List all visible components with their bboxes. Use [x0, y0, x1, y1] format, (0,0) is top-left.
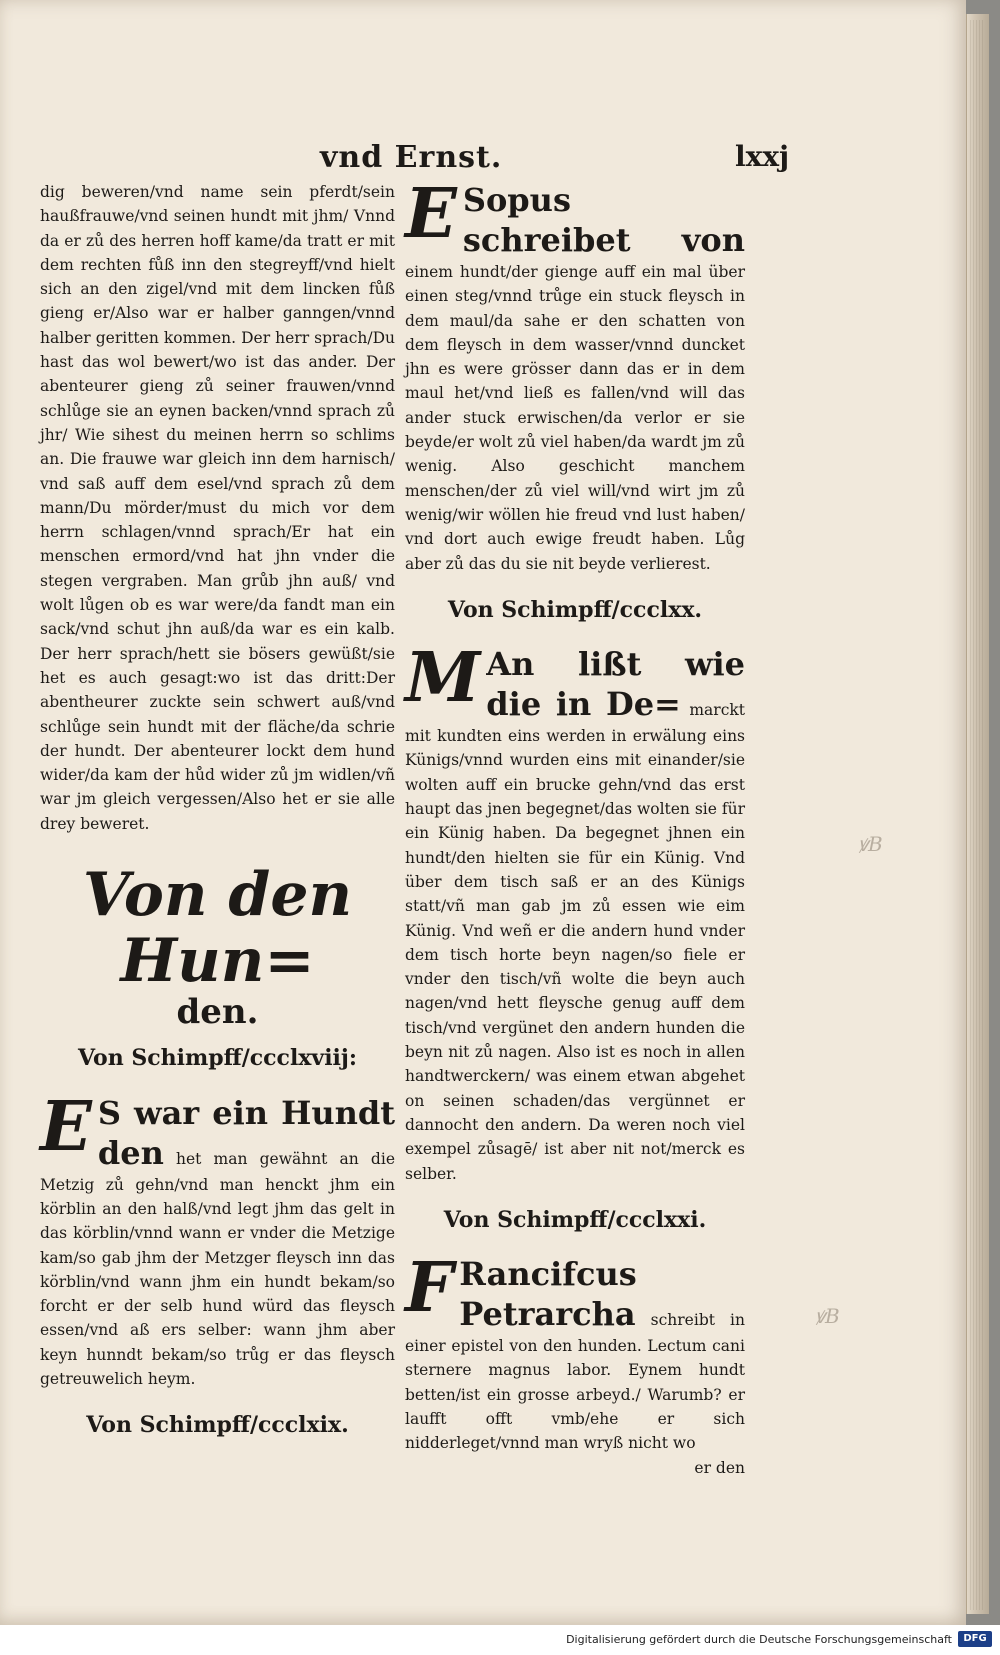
lead-line: Sopus schreibet von — [462, 181, 745, 259]
section-title — [40, 860, 395, 997]
continuation-text: dig beweren/vnd name sein pferdt/sein haußfrauwe/vnd seinen hundt mit jhm/ Vnnd da er zů des herren hoff kame/da tratt er mit dem rechten fůß inn den stegreyff/vnd hielt sich an den zigel/vnd mit dem lincken fůß gieng er/Also war er halber ganngen/vnnd halber geritten kommen. Der herr sprach/Du hast das wol bewert/wo ist das ander. Der abenteurer gieng zů seiner frauwen/vnnd schlůge sie an eynen backen/vnnd sprach zů jhr/ Wie sihest du meinen herrn so schlims an. Die frauwe war gleich inn dem harnisch/ vnd saß auff dem esel/vnd sprach zů dem mann/Du mörder/must du mich vor dem herrn schlagen/vnnd sprach/Er hat ein menschen ermord/vnd hat jhn vnder die stegen vergraben. Man grůb jhn auß/ vnd wolt lůgen ob es war were/da fandt man ein sack/vnd schut jhn auß/da war es ein kalb. Der herr sprach/hett sie bösers gewüßt/sie het es auch gesagt:wo ist das dritt:Der abentheurer zuckte sein schwert auß/vnd schlůge sein hundt mit der fläche/da schrie der hundt. Der abenteurer lockt dem hund wider/da kam der hůd wider zů jm widlen/vñ war jm gleich vergessen/Also het er sie alle drey beweret. — [40, 183, 395, 833]
drop-cap: M — [405, 638, 481, 719]
funding-credit: Digitalisierung gefördert durch die Deutsche Forschungsgemeinschaft — [566, 1633, 952, 1646]
right-column — [405, 174, 745, 1480]
body-text: einem hundt/der gienge auff ein mal über einen steg/vnnd trůge ein stuck fleysch in dem maul/da sahe er den schatten von dem fleysch in dem wasser/vnnd duncket jhn es were grösser dann das er in dem maul het/vnd ließ es fallen/vnd will das ander stuck erwischen/da verlor er sie beyde/er wolt zů viel haben/da wardt jm zů wenig. Also geschicht manchem menschen/der zů viel will/vnd wirt jm zů wenig/wir wöllen hie freud vnd lust haben/ vnd dort auch ewige freudt haben. Lůg aber zů das du sie nit beyde verlierest. — [405, 263, 745, 573]
drop-cap: E — [405, 174, 457, 254]
body-text: schreibt in einer epistel von den hunden. Lectum cani sternere magnus labor. Eynem hundt betten/ist ein grosse arbeyd./ Warumb? er laufft offt vmb/ehe er sich nidderleget/vnnd man wryß nicht wo — [405, 1311, 745, 1453]
schimpff-370-heading: Von Schimpff/ccclxx. — [447, 596, 703, 623]
body-text: marckt mit kundten eins werden in erwälung eins Künigs/vnnd wurden eins mit einander/sie wolten auff ein brucke gehn/vnd das erst haupt das jnen begegnet/das wolten sie für ein Künig haben. Da begegnet jhnen ein hundt/den hielten sie für ein Künig. Vnd über dem tisch saß er an des Künigs statt/vñ man gab jm zů essen wie eim Künig. Vnd weñ er die andern hund vnder dem tisch horte beyn nagen/so fiele er vnder den tisch/vñ wolte die beyn auch nagen/vnd hett fleysche genug auff dem tisch/vnd vergünet den andern hunden die beyn nit zů nagen. Also ist es noch in allen handtwerckern/ was einem etwan abgehet on seinen schaden/das vergünnet er dannocht den andern. Da weren noch viel exempel zůsagē/ ist aber nit not/merck es selber. — [405, 701, 745, 1183]
left-column — [40, 180, 395, 1460]
footer-bar — [0, 1625, 1000, 1655]
margin-note-1: ꝟB — [858, 832, 883, 856]
schimpff-368-paragraph — [40, 1086, 395, 1392]
section-title-line1: Von den Hun= — [82, 860, 353, 997]
schimpff-370-paragraph — [405, 638, 745, 1186]
catchword: er den — [694, 1458, 745, 1477]
section-title-line2: den. — [176, 992, 259, 1033]
folio-number: lxxj — [735, 140, 790, 173]
running-head: vnd Ernst. — [320, 140, 503, 175]
dfg-logo: DFG — [958, 1631, 992, 1647]
lead-line: An lißt wie die in De= — [486, 645, 745, 724]
body-text: het man gewähnt an die Metzig zů gehn/vnd man henckt jhm ein körblin an den halß/vnd legt jhm das gelt in das körblin/vnnd wann er vnder die Metzige kam/so gab jhm der Metzger fleysch inn das körblin/vnd wann jhm ein hundt bekam/so forcht er der selb hund würd das fleysch essen/vnd aß ers selber: wann jhm aber keyn hunndt bekam/so trůg er das fleysch getreuwelich heym. — [40, 1149, 395, 1388]
drop-cap: F — [405, 1248, 454, 1329]
margin-note-2: ꝟB — [815, 1304, 840, 1328]
esopus-paragraph — [405, 174, 745, 576]
schimpff-369-heading: Von Schimpff/ccclxix. — [86, 1412, 349, 1439]
page-edge-lines — [970, 20, 984, 1610]
lead-line: Rancifcus Petrarcha — [459, 1255, 637, 1334]
schimpff-371-heading: Von Schimpff/ccclxxi. — [443, 1206, 707, 1233]
schimpff-368-heading: Von Schimpff/ccclxviij: — [77, 1045, 357, 1072]
schimpff-371-paragraph — [405, 1248, 745, 1455]
lead-line: S war ein Hundt den — [97, 1093, 395, 1172]
drop-cap: E — [40, 1086, 92, 1167]
